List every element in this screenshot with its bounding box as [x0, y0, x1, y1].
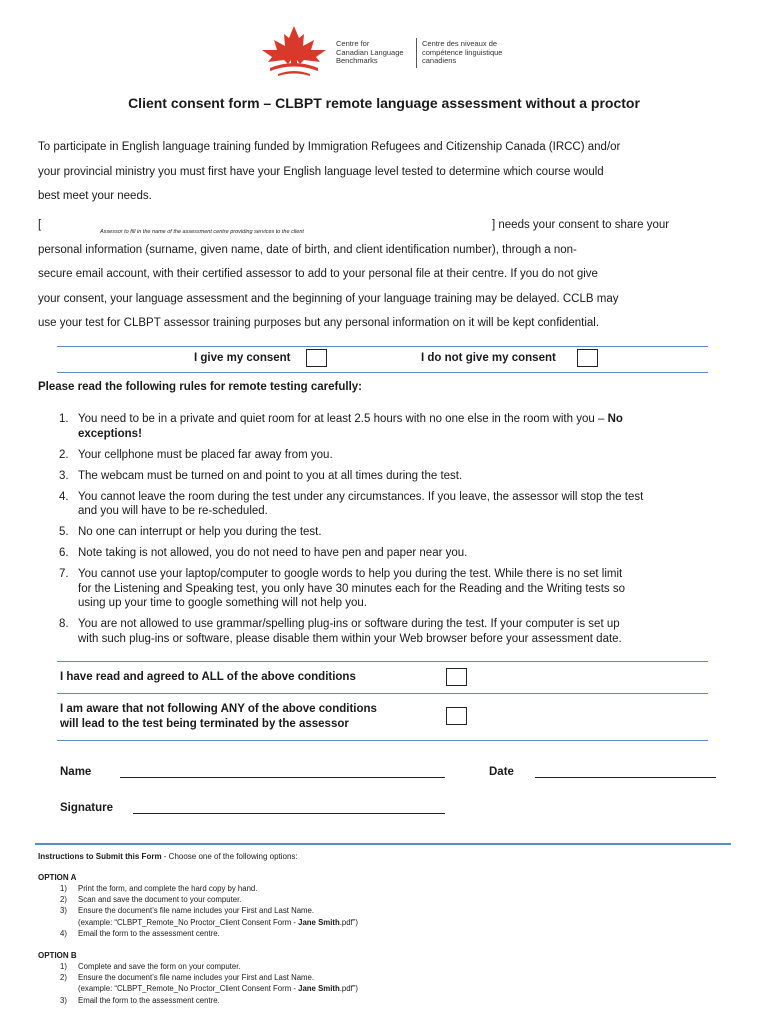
option-a-list	[60, 883, 358, 939]
logo-separator	[416, 38, 417, 68]
list-item: 6. Note taking is not allowed, you do not need to have pen and paper near you.	[59, 547, 468, 560]
divider	[57, 740, 708, 741]
list-item: 1) Print the form, and complete the hard copy by hand.	[60, 884, 258, 893]
divider	[57, 372, 708, 373]
list-item: 1. You need to be in a private and quiet room for at least 2.5 hours with no one else in the room with you – No exceptions!	[59, 413, 623, 440]
intro-paragraph: To participate in English language training funded by Immigration Refugees and Citizenship Canada (IRCC) and/or your provincial ministry you must first have your English language level tested to determine which course would best meet your needs.	[38, 141, 621, 202]
give-consent-label: I give my consent	[194, 352, 291, 364]
divider	[57, 693, 708, 694]
list-item: 2) Scan and save the document to your computer.	[60, 895, 242, 905]
consent-line1-tail: ] needs your consent to share your	[492, 219, 670, 231]
date-input-line[interactable]	[535, 777, 716, 778]
list-item: 4) Email the form to the assessment centre.	[60, 928, 220, 938]
assessor-fill-note: Assessor to fill in the name of the assessment centre providing services to the client	[100, 229, 304, 235]
date-label: Date	[489, 766, 514, 778]
consent-choice-row	[0, 348, 768, 370]
list-item: (example: “CLBPT_Remote_No Proctor_Client Consent Form - Jane Smith.pdf”)	[78, 917, 358, 927]
instructions-heading: Instructions to Submit this Form - Choose one of the following options:	[38, 852, 298, 861]
read-agreed-checkbox[interactable]	[446, 668, 467, 686]
logo-french-name: Centre des niveaux de compétence linguistique canadiens	[422, 39, 503, 65]
list-item: (example: “CLBPT_Remote_No Proctor_Client Consent Form - Jane Smith.pdf”)	[78, 984, 358, 994]
divider	[35, 843, 731, 845]
rules-list	[59, 412, 739, 653]
name-label: Name	[60, 766, 92, 778]
signature-label: Signature	[60, 802, 114, 814]
cclb-logo	[256, 24, 536, 80]
list-item: 2. Your cellphone must be placed far away from you.	[59, 448, 333, 461]
give-consent-checkbox[interactable]	[306, 349, 327, 367]
list-item: 8. You are not allowed to use grammar/spelling plug-ins or software during the test. If your computer is set up with such plug-ins or software, please disable them within your Web browser before your assessment date.	[59, 618, 622, 645]
not-give-consent-checkbox[interactable]	[577, 349, 598, 367]
divider	[57, 661, 708, 662]
divider	[57, 346, 708, 347]
maple-leaf-logo-icon	[256, 24, 332, 80]
option-a-title: OPTION A	[38, 873, 77, 882]
aware-conditions-label: I am aware that not following ANY of the above conditions will lead to the test being terminated by the assessor	[60, 703, 377, 730]
list-item: 2) Ensure the document’s file name includes your First and Last Name.	[60, 973, 315, 983]
list-item: 7. You cannot use your laptop/computer to google words to help you during the test. While there is no set limit for the Listening and Speaking test, you only have 30 minutes each for the Reading and the Writing tests so using up your time to google something will not help you.	[59, 568, 626, 610]
bracket-open: [	[38, 219, 42, 231]
list-item: 5. No one can interrupt or help you during the test.	[59, 526, 322, 539]
aware-conditions-checkbox[interactable]	[446, 707, 467, 725]
not-give-consent-label: I do not give my consent	[421, 352, 556, 364]
rules-heading: Please read the following rules for remote testing carefully:	[38, 381, 362, 393]
option-b-list	[60, 961, 358, 1006]
list-item: 3) Ensure the document’s file name includes your First and Last Name.	[60, 906, 315, 916]
option-b-title: OPTION B	[38, 951, 77, 960]
list-item: 3) Email the form to the assessment centre.	[60, 995, 220, 1005]
list-item: 1) Complete and save the form on your computer.	[60, 962, 241, 971]
list-item: 4. You cannot leave the room during the test under any circumstances. If you leave, the assessor will stop the test and you will have to be re-scheduled.	[59, 490, 644, 518]
page-title: Client consent form – CLBPT remote language assessment without a proctor	[128, 95, 640, 111]
name-input-line[interactable]	[120, 777, 445, 778]
read-agreed-label: I have read and agreed to ALL of the above conditions	[60, 671, 356, 683]
consent-paragraph: [ Assessor to fill in the name of the assessment centre providing services to the client ] needs your consent to share your personal information (surname, given name, date of birth, and client identification number), through a non- secure email account, with their certified assessor to add to your personal file at their centre. If you do not give your consent, your language assessment and the beginning of your language training may be delayed. CCLB may use your test for CLBPT assessor training purposes but any personal information on it will be kept confidential.	[38, 213, 738, 336]
logo-english-name: Centre for Canadian Language Benchmarks	[336, 39, 404, 65]
list-item: 3. The webcam must be turned on and point to you at all times during the test.	[59, 469, 463, 482]
signature-input-line[interactable]	[133, 813, 445, 814]
